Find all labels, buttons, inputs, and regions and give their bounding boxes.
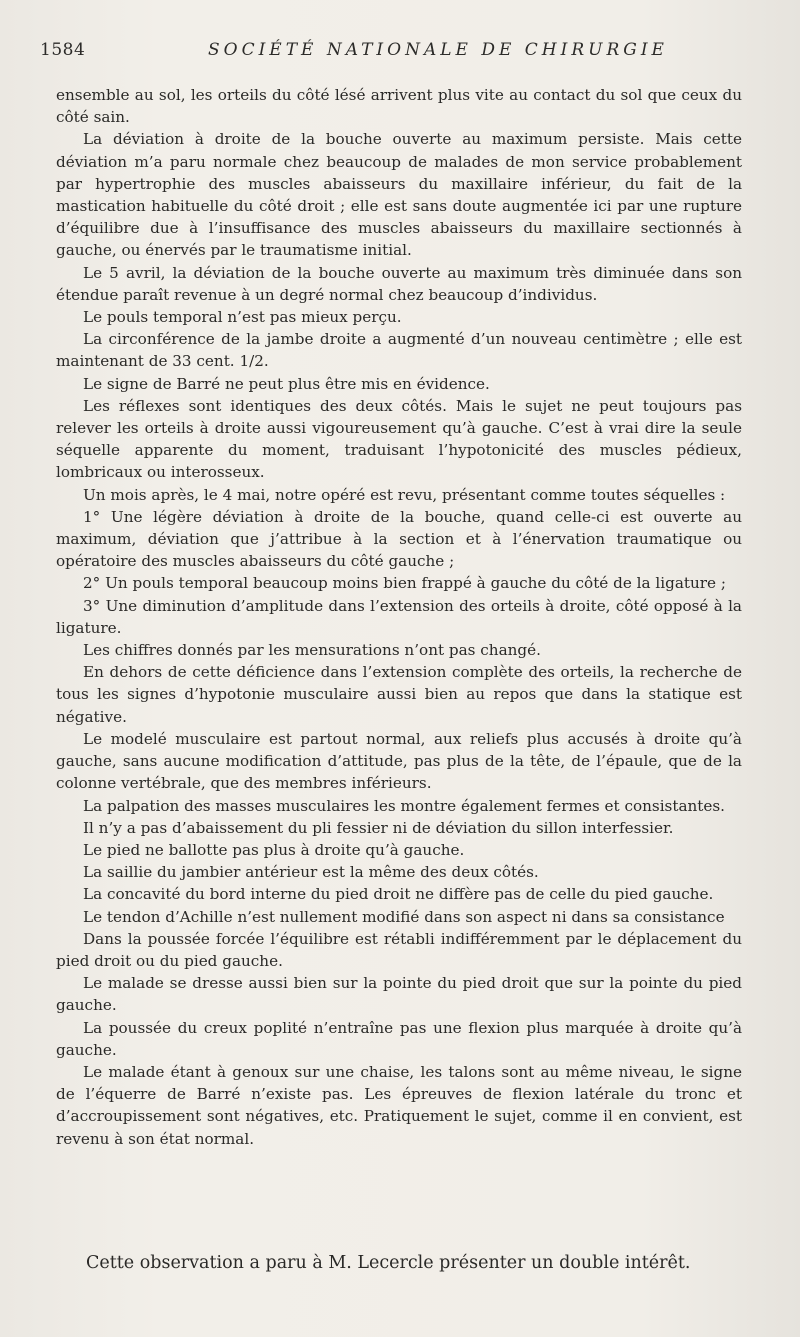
paragraph-continuation: ensemble au sol, les orteils du côté lésé arrivent plus vite au contact du sol que ceux du côté sain. (56, 86, 742, 127)
page-number: 1584 (40, 40, 86, 60)
paragraph: La palpation des masses musculaires les montre également fermes et consistantes. (83, 796, 725, 815)
paragraph: La concavité du bord interne du pied droit ne diffère pas de celle du pied gauche. (83, 885, 714, 904)
body-text (56, 84, 742, 1150)
paragraph: Les réflexes sont identiques des deux côtés. Mais le sujet ne peut toujours pas relever les orteils à droite aussi vigoureusement qu’à gauche. C’est à vrai dire la seule séquelle apparente du moment, traduisant l’hypotonicité des muscles pédieux, lombricaux ou interosseux. (56, 396, 742, 482)
paragraph-list-item: 3° Une diminution d’amplitude dans l’extension des orteils à droite, côté opposé à la ligature. (56, 596, 742, 637)
paragraph: Le pied ne ballotte pas plus à droite qu’à gauche. (83, 840, 465, 859)
paragraph: Dans la poussée forcée l’équilibre est rétabli indifféremment par le déplacement du pied droit ou du pied gauche. (56, 929, 742, 970)
paragraph: Le malade se dresse aussi bien sur la pointe du pied droit que sur la pointe du pied gauche. (56, 974, 742, 1015)
paragraph-list-item: 2° Un pouls temporal beaucoup moins bien frappé à gauche du côté de la ligature ; (83, 574, 726, 593)
paragraph: Le pouls temporal n’est pas mieux perçu. (83, 308, 402, 327)
paragraph: La déviation à droite de la bouche ouverte au maximum persiste. Mais cette déviation m’a paru normale chez beaucoup de malades de mon service probablement par hypertrophie des muscles abaisseurs du maxillaire inférieur, du fait de la mastication habituelle du côté droit ; elle est sans doute augmentée ici par une rupture d’équilibre due à l’insuffisance des muscles abaisseurs du maxillaire sectionnés à gauche, ou énervés par le traumatisme initial. (56, 130, 742, 260)
running-header (40, 40, 740, 66)
paragraph: Le 5 avril, la déviation de la bouche ouverte au maximum très diminuée dans son étendue paraît revenue à un degré normal chez beaucoup d’individus. (56, 263, 742, 304)
paragraph: Un mois après, le 4 mai, notre opéré est revu, présentant comme toutes séquelles : (83, 485, 726, 504)
paragraph: Le signe de Barré ne peut plus être mis en évidence. (83, 374, 490, 393)
running-title: SOCIÉTÉ NATIONALE DE CHIRURGIE (208, 40, 668, 60)
paragraph: Les chiffres donnés par les mensurations n’ont pas changé. (83, 641, 541, 660)
closing-paragraph: Cette observation a paru à M. Lecercle présenter un double intérêt. (86, 1252, 691, 1273)
paragraph: La circonférence de la jambe droite a augmenté d’un nouveau centimètre ; elle est maintenant de 33 cent. 1/2. (56, 330, 742, 371)
paragraph: Il n’y a pas d’abaissement du pli fessier ni de déviation du sillon interfessier. (83, 818, 674, 837)
paragraph: La poussée du creux poplité n’entraîne pas une flexion plus marquée à droite qu’à gauche. (56, 1018, 742, 1059)
paragraph: Le modelé musculaire est partout normal, aux reliefs plus accusés à droite qu’à gauche, sans aucune modification d’attitude, pas plus de la tête, de l’épaule, que de la colonne vertébrale, que des membres inférieurs. (56, 729, 742, 793)
paragraph: Le malade étant à genoux sur une chaise, les talons sont au même niveau, le signe de l’équerre de Barré n’existe pas. Les épreuves de flexion latérale du tronc et d’accroupissement sont négatives, etc. Pratiquement le sujet, comme il en convient, est revenu à son état normal. (56, 1062, 742, 1148)
paragraph: En dehors de cette déficience dans l’extension complète des orteils, la recherche de tous les signes d’hypotonie musculaire aussi bien au repos que dans la statique est négative. (56, 663, 742, 726)
paragraph: Le tendon d’Achille n’est nullement modifié dans son aspect ni dans sa consistance (83, 907, 725, 926)
paragraph: La saillie du jambier antérieur est la même des deux côtés. (83, 863, 539, 882)
paragraph-list-item: 1° Une légère déviation à droite de la bouche, quand celle-ci est ouverte au maximum, déviation que j’attribue à la section et à l’énervation traumatique ou opératoire des muscles abaisseurs du côté gauche ; (56, 507, 742, 571)
